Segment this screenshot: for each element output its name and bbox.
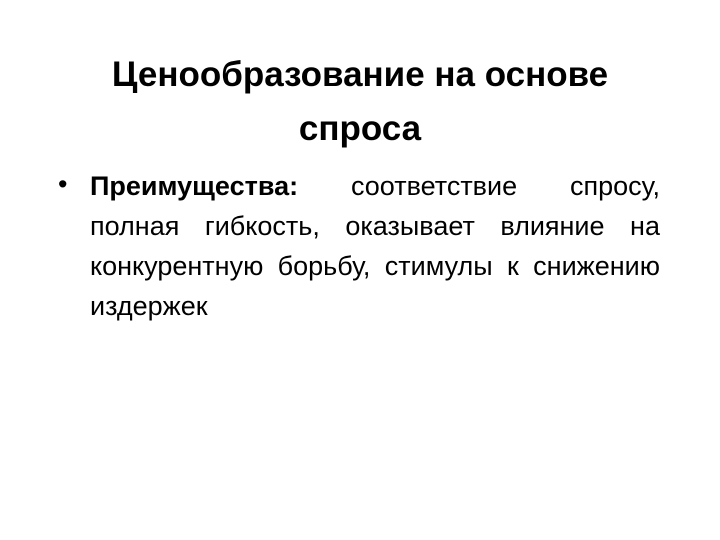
bullet-lead-text: Преимущества:	[90, 171, 299, 201]
bullet-list	[58, 166, 660, 326]
bullet-body-text: соответствие спросу, полная гибкость, оказывает влияние на конкурентную борьбу, стимулы к снижению издержек	[90, 171, 660, 321]
slide-title-line-2: спроса	[298, 109, 422, 148]
bullet-item	[58, 166, 660, 326]
slide-title-line-1: Ценообразование на основе	[111, 55, 609, 94]
bullet-marker: •	[58, 169, 68, 199]
slide-title	[40, 48, 680, 156]
